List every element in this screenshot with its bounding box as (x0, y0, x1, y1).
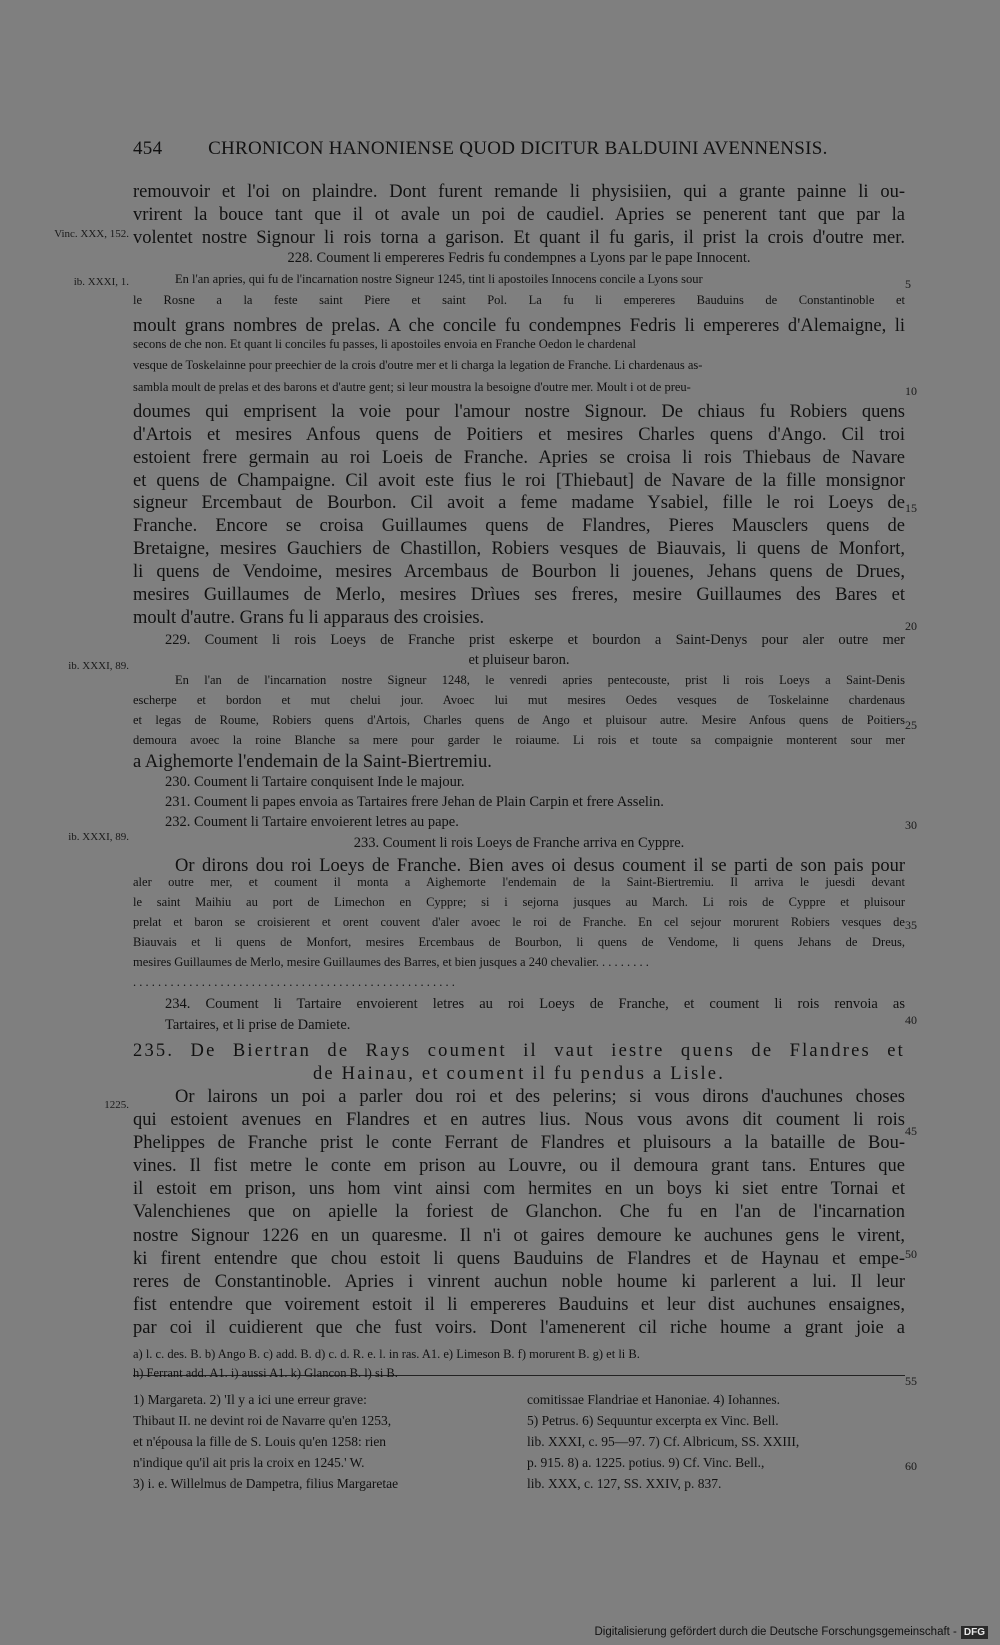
text-line: En l'an apries, qui fu de l'incarnation nostre Signeur 1245, tint li apostoiles Innocens concile a Lyons sour (175, 272, 703, 286)
margin-note: ib. XXXI, 89. (68, 660, 129, 672)
text-line: vines. Il fist metre le conte em prison au Louvre, ou il demoura grant tans. Entures que (133, 1156, 905, 1176)
page-header (133, 138, 913, 160)
text-line: 231. Coument li papes envoia as Tartaires frere Jehan de Plain Carpin et frere Asselin. (165, 794, 664, 810)
margin-note: 1225. (104, 1099, 129, 1111)
text-line: secons de che non. Et quant li conciles fu passes, li apostoiles envoia en Franche Oedon le chardenal (133, 337, 636, 351)
line-number: 20 (905, 619, 917, 633)
text-line: vesque de Toskelainne pour preechier de la crois d'outre mer et li charga la legation de Franche. Li chardenaus as- (133, 358, 703, 372)
dfg-logo: DFG (961, 1626, 988, 1639)
text-line: nostre Signour 1226 en un quaresme. Il n'i ot gaires demoure ke auchunes gens le virent, (133, 1226, 905, 1246)
text-line: Or dirons dou roi Loeys de Franche. Bien aves oi desus coument il se parti de son pais pour (175, 856, 905, 876)
text-line: demoura avoec la roine Blanche sa mere pour garder le roiaume. Li rois et toute sa compaignie monterent sour mer (133, 733, 905, 747)
text-line: remouvoir et l'oi on plaindre. Dont furent remande li physisiien, qui a grante painne li ou- (133, 182, 905, 202)
text-line: escherpe et bordon et mut chelui jour. Avoec lui mut mesires Oedes vesques de Toskelainne chardenaus (133, 693, 905, 707)
text-line: et legas de Roume, Robiers quens d'Artois, Charles quens de Ango et pluisour autre. Mesire Anfous quens de Poitiers (133, 713, 905, 727)
text-line: et quens de Champaigne. Cil avoit este fius le roi [Thiebaut] de Navare de la fille monsignor (133, 471, 905, 491)
line-number: 10 (905, 384, 917, 398)
text-line: ki firent entendre que chou estoit li quens Bauduins de Flandres et de Haynau et empe- (133, 1249, 905, 1269)
text-line: estoient frere germain au roi Loeis de Franche. Apries se croisa li rois Thiebaus de Navare (133, 448, 905, 468)
text-line: moult d'autre. Grans fu li apparaus des croisies. (133, 608, 485, 628)
margin-note: ib. XXXI, 1. (73, 276, 129, 288)
text-line: . . . . . . . . . . . . . . . . . . . . . . . . . . . . . . . . . . . . . . . . . . . . . . . . . . . . (133, 975, 455, 989)
text-line: Valenchienes que on apielle la foriest de Glanchon. Che fu en l'an de l'incarnation (133, 1202, 905, 1222)
text-line: il estoit em prison, uns hom vint ainsi com hermites en un boys ki siet entre Tornai et (133, 1179, 905, 1199)
text-line: En l'an de l'incarnation nostre Signeur 1248, le venredi apries pentecouste, prist li rois Loeys a Saint-Denis (175, 673, 905, 687)
footnote-line: 5) Petrus. 6) Sequuntur excerpta ex Vinc. Bell. (527, 1413, 779, 1428)
line-number: 45 (905, 1124, 917, 1138)
margin-note: Vinc. XXX, 152. (54, 228, 129, 240)
line-number: 55 (905, 1374, 917, 1388)
footnote-line: et n'épousa la fille de S. Louis qu'en 1258: rien (133, 1434, 387, 1449)
text-line: mesires Guillaumes de Merlo, mesires Drìues ses freres, mesire Guillaumes des Bares et (133, 585, 905, 605)
line-number: 40 (905, 1013, 917, 1027)
text-line: qui estoient avenues en Flandres et en autres lius. Nous vous avons dit coument li rois (133, 1110, 905, 1130)
footnote-line: lib. XXX, c. 127, SS. XXIV, p. 837. (527, 1476, 722, 1491)
line-number: 15 (905, 501, 917, 515)
text-line: li quens de Vendoime, mesires Arcembaus de Bourbon li jouenes, Jehans quens de Drues, (133, 562, 905, 582)
text-line: 228. Coument li empereres Fedris fu condempnes a Lyons par le pape Innocent. (287, 250, 751, 266)
text-line: signeur Ercembaut de Bourbon. Cil avoit a feme madame Ysabiel, fille le roi Loeys de (133, 493, 905, 513)
text-line: le Rosne a la feste saint Piere et saint Pol. La fu li empereres Bauduins de Constantinoble et (133, 293, 905, 307)
text-line: par coi il cuidierent que che fust voirs. Dont l'amenerent cil riche houme a grant joie a (133, 1318, 905, 1338)
line-number: 50 (905, 1247, 917, 1261)
dfg-credit (594, 1623, 988, 1641)
text-line: volentet nostre Signour li rois torna a garison. Et quant il fu garis, il prist la crois d'outre mer. (133, 228, 905, 248)
credit-text: Digitalisierung gefördert durch die Deutsche Forschungsgemeinschaft - (594, 1626, 957, 1638)
text-line: 234. Coument li Tartaire envoierent letres au roi Loeys de Franche, et coument li rois renvoia as (165, 996, 905, 1012)
text-line: mesires Guillaumes de Merlo, mesire Guillaumes des Barres, et bien jusques a 240 chevalier. . . . . . . . . (133, 955, 649, 969)
footnote-line: comitissae Flandriae et Hanoniae. 4) Iohannes. (527, 1392, 781, 1407)
text-line: prelat et baron se croisierent et orent couvent d'aler avoec le roi de Franche. En cel sejour morurent Robiers vesques de (133, 915, 905, 929)
text-line: a Aighemorte l'endemain de la Saint-Biertremiu. (133, 752, 492, 772)
text-line: Bretaigne, mesires Gauchiers de Chastillon, Robiers vesques de Biauvais, li quens de Monfort, (133, 539, 905, 559)
footnote-line: n'indique qu'il ait pris la croix en 1245.' W. (133, 1455, 365, 1470)
text-line: d'Artois et mesires Anfous quens de Poitiers et mesires Charles quens d'Ango. Cil troi (133, 425, 905, 445)
line-number: 25 (905, 718, 917, 732)
text-line: 230. Coument li Tartaire conquisent Inde le majour. (165, 774, 465, 790)
text-line: 229. Coument li rois Loeys de Franche prist eskerpe et bourdon a Saint-Denys pour aler outre mer (165, 632, 905, 648)
text-line: aler outre mer, et coument il monta a Aighemorte l'endemain de la Saint-Biertremiu. Il arriva le juesdi devant (133, 875, 905, 889)
variant-note-line: a) l. c. des. B. b) Ango B. c) add. B. d) c. d. R. e. l. in ras. A1. e) Limeson B. f) morurent B. g) et li B. (133, 1347, 640, 1361)
footnote-line: p. 915. 8) a. 1225. potius. 9) Cf. Vinc. Bell., (527, 1455, 765, 1470)
variant-note-line: h) Ferrant add. A1. i) aussi A1. k) Glancon B. l) si B. (133, 1366, 398, 1380)
text-line: Franche. Encore se croisa Guillaumes quens de Flandres, Pieres Mausclers quens de (133, 516, 905, 536)
running-title: CHRONICON HANONIENSE QUOD DICITUR BALDUINI AVENNENSIS. (208, 138, 828, 159)
text-line: de Hainau, et coument il fu pendus a Lisle. (312, 1064, 726, 1084)
line-number: 30 (905, 818, 917, 832)
line-number: 5 (905, 277, 911, 291)
text-line: reres de Constantinoble. Apries i vinrent auchun noble houme ki parlerent a lui. Il leur (133, 1272, 905, 1292)
text-line: sambla moult de prelas et des barons et d'autre gent; si leur moustra la besoigne d'outre mer. Moult i ot de preu- (133, 380, 691, 394)
line-number: 35 (905, 918, 917, 932)
text-line: fist entendre que voirement estoit il li empereres Bauduins et leur dist auchunes ensaignes, (133, 1295, 905, 1315)
text-line: 233. Coument li rois Loeys de Franche arriva en Cyppre. (353, 835, 685, 851)
text-line: le saint Maihiu au port de Limechon en Cyppre; si i sejorna jusques au March. Li rois de Cyppre et pluisour (133, 895, 905, 909)
margin-note: ib. XXXI, 89. (68, 831, 129, 843)
text-line: 232. Coument li Tartaire envoierent letres au pape. (165, 814, 459, 830)
text-line: Biauvais et li quens de Monfort, mesires Ercembaus de Bourbon, li quens de Vendome, li quens Jehans de Dreus, (133, 935, 905, 949)
text-line: et pluiseur baron. (468, 652, 570, 668)
page-number: 454 (133, 138, 163, 159)
text-line: moult grans nombres de prelas. A che concile fu condempnes Fedris li empereres d'Alemaigne, li (133, 316, 905, 336)
footnote-line: Thibaut II. ne devint roi de Navarre qu'en 1253, (133, 1413, 392, 1428)
text-line: vrirent la bouce tant que il ot avale un poi de caudiel. Apries se penerent tant que par la (133, 205, 905, 225)
footnote-line: lib. XXXI, c. 95—97. 7) Cf. Albricum, SS. XXIII, (527, 1434, 800, 1449)
text-line: Or lairons un poi a parler dou roi et des pelerins; si vous dirons d'auchunes choses (175, 1087, 905, 1107)
footnote-line: 1) Margareta. 2) 'Il y a ici une erreur grave: (133, 1392, 367, 1407)
text-line: Tartaires, et li prise de Damiete. (165, 1017, 351, 1033)
line-number: 60 (905, 1459, 917, 1473)
footnote-line: 3) i. e. Willelmus de Dampetra, filius Margaretae (133, 1476, 399, 1491)
text-line: 235. De Biertran de Rays coument il vaut iestre quens de Flandres et (133, 1041, 905, 1061)
text-line: Phelippes de Franche prist le conte Ferrant de Flandres et pluisours a la bataille de Bou- (133, 1133, 905, 1153)
text-line: doumes qui emprisent la voie pour l'amour nostre Signour. De chiaus fu Robiers quens (133, 402, 905, 422)
